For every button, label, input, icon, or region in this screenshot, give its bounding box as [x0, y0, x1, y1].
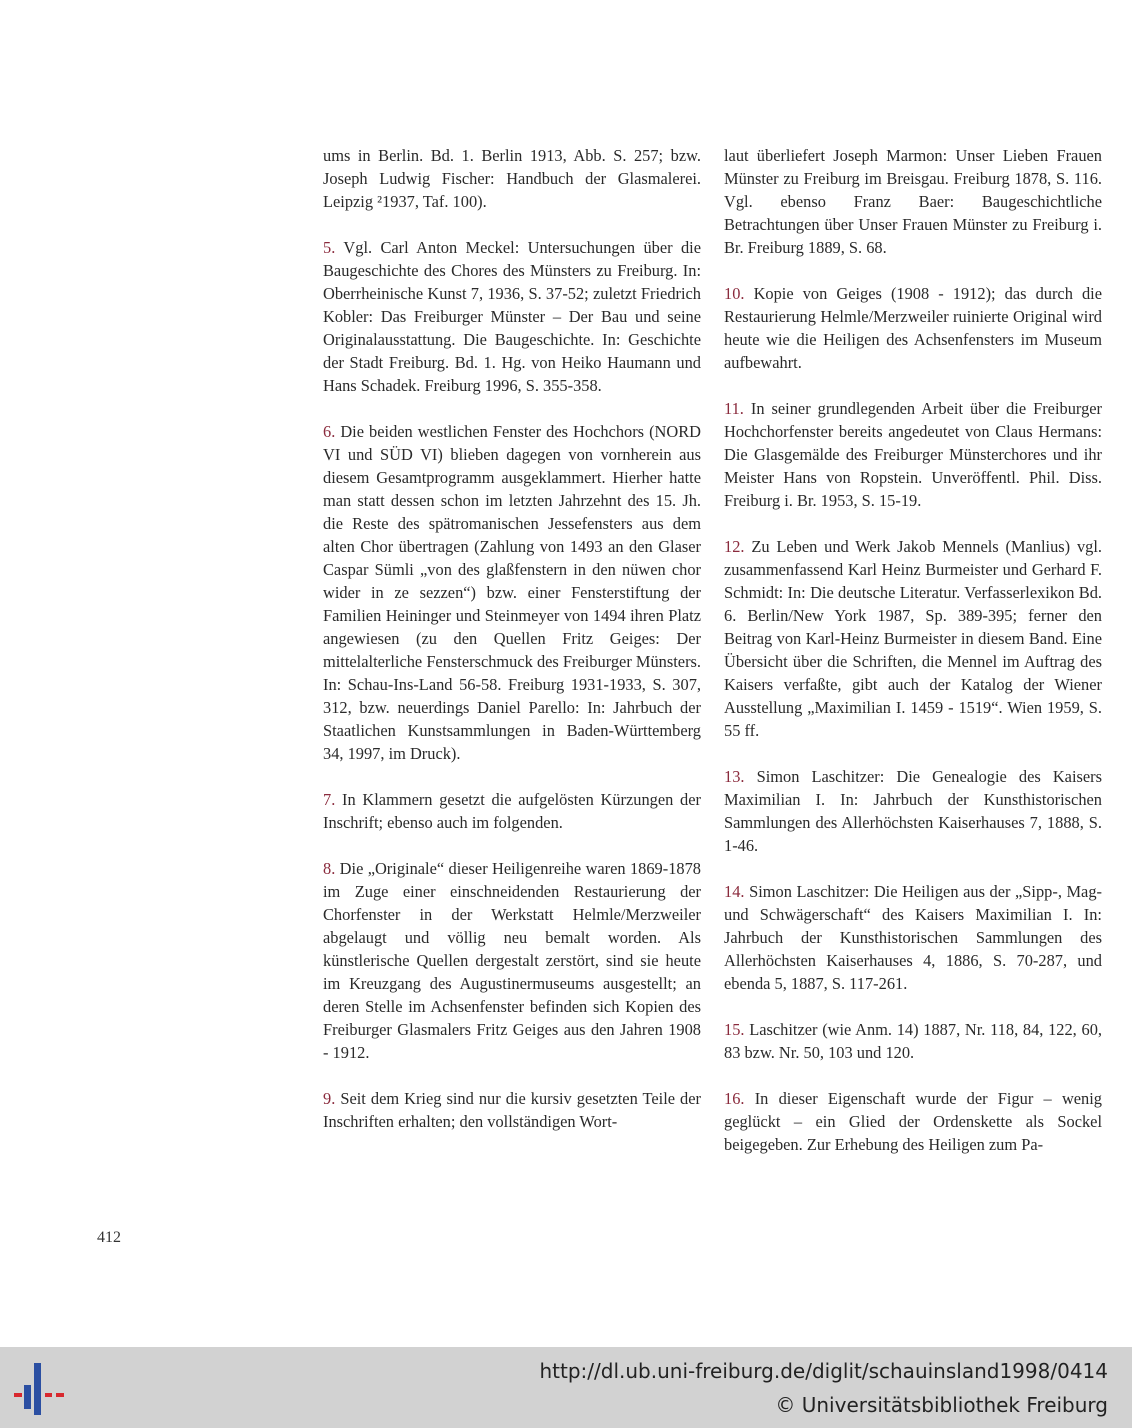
footer-copyright: © Universitätsbibliothek Freiburg — [775, 1393, 1108, 1417]
footnote-text: Seit dem Krieg sind nur die kursiv gesetzten Teile der Inschriften erhalten; den vollständigen Wort- — [323, 1089, 701, 1131]
footnote-9 — [323, 1087, 701, 1133]
footnote-text: Die „Originale“ dieser Heiligenreihe waren 1869-1878 im Zuge einer einschneidenden Restaurierung der Chorfenster in der Werkstatt Helmle/Merzweiler abgelaugt und völlig neu bemalt worden. Als künstlerische Quellen dergestalt zerstört, sind sie heute im Kreuzgang des Augustinermuseums ausgestellt; an deren Stelle im Achsenfenster befinden sich Kopien des Freiburger Glasmalers Fritz Geiges aus den Jahren 1908 - 1912. — [323, 859, 701, 1062]
footnote-continuation — [323, 144, 701, 213]
footnote-number: 5. — [323, 238, 336, 257]
footnote-text: ums in Berlin. Bd. 1. Berlin 1913, Abb. S. 257; bzw. Joseph Ludwig Fischer: Handbuch der Glasmalerei. Leipzig ²1937, Taf. 100). — [323, 146, 701, 211]
footnote-text: In seiner grundlegenden Arbeit über die Freiburger Hochchorfenster bereits angedeutet von Claus Hermans: Die Glasgemälde des Freiburger Münsterchores und ihr Meister Hans von Ropstein. Unveröffentl. Phil. Diss. Freiburg i. Br. 1953, S. 15-19. — [724, 399, 1102, 510]
footnote-number: 12. — [724, 537, 745, 556]
footnote-number: 7. — [323, 790, 336, 809]
footnote-text: Zu Leben und Werk Jakob Mennels (Manlius) vgl. zusammenfassend Karl Heinz Burmeister und Gerhard F. Schmidt: In: Die deutsche Literatur. Verfasserlexikon Bd. 6. Berlin/New York 1987, Sp. 389-395; ferner den Beitrag von Karl-Heinz Burmeister in diesem Band. Eine Übersicht über die Schriften, die Mennel im Auftrag des Kaisers verfaßte, gibt auch der Katalog der Wiener Ausstellung „Maximilian I. 1459 - 1519“. Wien 1959, S. 55 ff. — [724, 537, 1102, 740]
footnote-number: 10. — [724, 284, 745, 303]
footnote-8 — [323, 857, 701, 1064]
footnote-text: In Klammern gesetzt die aufgelösten Kürzungen der Inschrift; ebenso auch im folgenden. — [323, 790, 701, 832]
footer-url-link[interactable]: http://dl.ub.uni-freiburg.de/diglit/schauinsland1998/0414 — [539, 1359, 1108, 1383]
footnote-number: 13. — [724, 767, 745, 786]
page-number: 412 — [97, 1229, 121, 1246]
library-logo-icon — [12, 1363, 72, 1415]
footnote-text: Simon Laschitzer: Die Heiligen aus der „Sipp-, Mag- und Schwägerschaft“ des Kaisers Maximilian I. In: Jahrbuch der Kunsthistorischen Sammlungen des Allerhöchsten Kaiserhauses 4, 1886, S. 70-287, und ebenda 5, 1887, S. 117-261. — [724, 882, 1102, 993]
footnote-continuation — [724, 144, 1102, 259]
footnote-5 — [323, 236, 701, 397]
footnote-text: Kopie von Geiges (1908 - 1912); das durch die Restaurierung Helmle/Merzweiler ruinierte Original wird heute wie die Heiligen des Achsenfensters im Museum aufbewahrt. — [724, 284, 1102, 372]
left-footnote-column — [323, 144, 701, 1156]
footnote-7 — [323, 788, 701, 834]
footnote-12 — [724, 535, 1102, 742]
footnote-text: Laschitzer (wie Anm. 14) 1887, Nr. 118, 84, 122, 60, 83 bzw. Nr. 50, 103 und 120. — [724, 1020, 1102, 1062]
footnote-10 — [724, 282, 1102, 374]
footnote-number: 16. — [724, 1089, 745, 1108]
footnote-number: 9. — [323, 1089, 336, 1108]
footnote-13 — [724, 765, 1102, 857]
footnote-number: 11. — [724, 399, 744, 418]
footnote-number: 15. — [724, 1020, 745, 1039]
footnote-11 — [724, 397, 1102, 512]
footnote-number: 6. — [323, 422, 336, 441]
footnote-text: Vgl. Carl Anton Meckel: Untersuchungen über die Baugeschichte des Chores des Münsters zu Freiburg. In: Oberrheinische Kunst 7, 1936, S. 37-52; zuletzt Friedrich Kobler: Das Freiburger Münster – Der Bau und seine Originalausstattung. Die Baugeschichte. In: Geschichte der Stadt Freiburg. Bd. 1. Hg. von Heiko Haumann und Hans Schadek. Freiburg 1996, S. 355-358. — [323, 238, 701, 395]
footnote-text: In dieser Eigenschaft wurde der Figur – wenig geglückt – ein Glied der Ordenskette als Sockel beigegeben. Zur Erhebung des Heiligen zum Pa- — [724, 1089, 1102, 1154]
footnote-text: laut überliefert Joseph Marmon: Unser Lieben Frauen Münster zu Freiburg im Breisgau. Freiburg 1878, S. 116. Vgl. ebenso Franz Baer: Baugeschichtliche Betrachtungen über Unser Frauen Münster zu Freiburg i. Br. Freiburg 1889, S. 68. — [724, 146, 1102, 257]
footnote-6 — [323, 420, 701, 765]
footnote-text: Die beiden westlichen Fenster des Hochchors (NORD VI und SÜD VI) blieben dagegen von vornherein aus diesem Gesamtprogramm ausgeklammert. Hierher hatte man statt dessen schon im letzten Jahrzehnt des 15. Jh. die Reste des spätromanischen Jessefensters aus dem alten Chor übertragen (Zahlung von 1493 an den Glaser Caspar Sümli „von des glaßfenstern in den nüwen chor wider in ze sezzen“) bzw. einer Fensterstiftung der Familien Heininger und Steinmeyer von 1494 ihren Platz angewiesen (zu den Quellen Fritz Geiges: Der mittelalterliche Fensterschmuck des Freiburger Münsters. In: Schau-Ins-Land 56-58. Freiburg 1931-1933, S. 307, 312, bzw. neuerdings Daniel Parello: In: Jahrbuch der Staatlichen Kunstsammlungen in Baden-Württemberg 34, 1997, im Druck). — [323, 422, 701, 763]
footnote-14 — [724, 880, 1102, 995]
footnote-16 — [724, 1087, 1102, 1156]
right-footnote-column — [724, 144, 1102, 1179]
footnote-15 — [724, 1018, 1102, 1064]
footnote-number: 14. — [724, 882, 745, 901]
footer-bar — [0, 1347, 1132, 1428]
footnote-text: Simon Laschitzer: Die Genealogie des Kaisers Maximilian I. In: Jahrbuch der Kunsthistorischen Sammlungen des Allerhöchsten Kaiserhauses 7, 1888, S. 1-46. — [724, 767, 1103, 855]
footnote-number: 8. — [323, 859, 336, 878]
